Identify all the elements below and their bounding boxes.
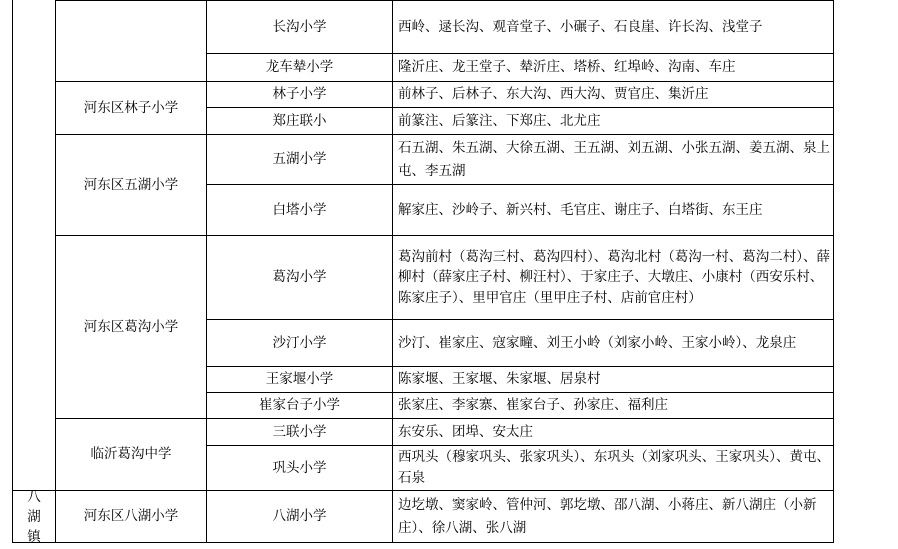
district-name: 河东区八湖小学	[83, 508, 179, 524]
district-cell	[56, 236, 206, 418]
school-cell	[207, 135, 392, 184]
villages-cell	[393, 135, 833, 184]
village-list: 沙汀、崔家庄、寇家疃、刘王小岭（刘家小岭、王家小岭）、龙泉庄	[398, 334, 797, 351]
villages-cell	[393, 108, 833, 134]
school-cell	[207, 82, 392, 107]
villages-cell	[393, 419, 833, 445]
district-cell	[56, 419, 206, 490]
school-cell	[207, 108, 392, 134]
school-name: 八湖小学	[272, 508, 327, 524]
village-list: 隆沂庄、龙王堂子、辇沂庄、塔桥、红埠岭、沟南、车庄	[398, 59, 736, 75]
school-name: 葛沟小学	[272, 269, 327, 285]
school-cell	[207, 419, 392, 445]
district-cell	[56, 82, 206, 134]
school-name: 长沟小学	[272, 18, 327, 35]
village-list: 前篆注、后篆注、下郑庄、北尤庄	[398, 112, 601, 129]
village-list: 西巩头（穆家巩头、张家巩头）、东巩头（刘家巩头、王家巩头）、黄屯、石泉	[398, 449, 830, 486]
villages-cell	[393, 1, 833, 53]
school-cell	[207, 236, 392, 319]
school-name: 巩头小学	[272, 459, 327, 476]
district-name: 河东区葛沟小学	[83, 318, 179, 335]
village-list: 前林子、后林子、东大沟、西大沟、贾官庄、集沂庄	[398, 86, 709, 102]
district-name: 临沂葛沟中学	[90, 446, 172, 462]
school-cell	[207, 393, 392, 418]
village-list: 张家庄、李家寨、崔家台子、孙家庄、福利庄	[398, 397, 668, 413]
school-name: 白塔小学	[272, 201, 327, 218]
school-cell	[207, 54, 392, 81]
school-cell	[207, 446, 392, 490]
villages-cell	[393, 320, 833, 366]
village-list: 解家庄、沙岭子、新兴村、毛官庄、谢庄子、白塔街、东王庄	[398, 201, 763, 218]
school-name: 龙车辇小学	[265, 59, 334, 75]
district-name: 河东区林子小学	[83, 99, 179, 116]
school-name: 三联小学	[272, 423, 327, 440]
school-cell	[207, 491, 392, 542]
village-list: 葛沟前村（葛沟三村、葛沟四村）、葛沟北村（葛沟一村、葛沟二村）、薛柳村（薛家庄子村、柳汪村）、于家庄子、大墩庄、小康村（西安乐村、陈家庄子）、里甲官庄（里甲庄子村、店前官庄村）	[398, 248, 830, 306]
villages-cell	[393, 54, 833, 81]
school-cell	[207, 1, 392, 53]
school-name: 王家堰小学	[265, 371, 334, 387]
village-list: 边圪墩、窦家岭、管仲河、郭圪墩、邵八湖、小蒋庄、新八湖庄（小新庄）、徐八湖、张八湖	[398, 496, 817, 536]
district-cell	[56, 135, 206, 235]
district-cell	[56, 491, 206, 542]
district-name: 河东区五湖小学	[83, 176, 179, 193]
villages-cell	[393, 367, 833, 392]
school-cell	[207, 185, 392, 235]
village-list: 东安乐、团埠、安太庄	[398, 423, 533, 440]
village-list: 西岭、逯长沟、观音堂子、小碾子、石良崖、许长沟、浅堂子	[398, 18, 763, 35]
school-name: 林子小学	[272, 86, 327, 102]
grid-line	[833, 0, 834, 543]
villages-cell	[393, 185, 833, 235]
town-cell	[13, 488, 55, 545]
village-list: 陈家堰、王家堰、朱家堰、居泉村	[398, 371, 601, 387]
villages-cell	[393, 82, 833, 107]
school-cell	[207, 320, 392, 366]
villages-cell	[393, 491, 833, 542]
grid-line	[12, 542, 833, 543]
grid-line	[12, 0, 13, 543]
villages-cell	[393, 236, 833, 319]
school-name: 沙汀小学	[272, 334, 327, 351]
school-name: 崔家台子小学	[259, 397, 340, 413]
villages-cell	[393, 446, 833, 490]
villages-cell	[393, 393, 833, 418]
school-cell	[207, 367, 392, 392]
town-name: 八湖镇	[27, 488, 41, 545]
village-list: 石五湖、朱五湖、大徐五湖、王五湖、刘五湖、小张五湖、姜五湖、泉上屯、李五湖	[398, 139, 830, 179]
school-name: 五湖小学	[272, 151, 327, 167]
school-name: 郑庄联小	[272, 112, 327, 129]
